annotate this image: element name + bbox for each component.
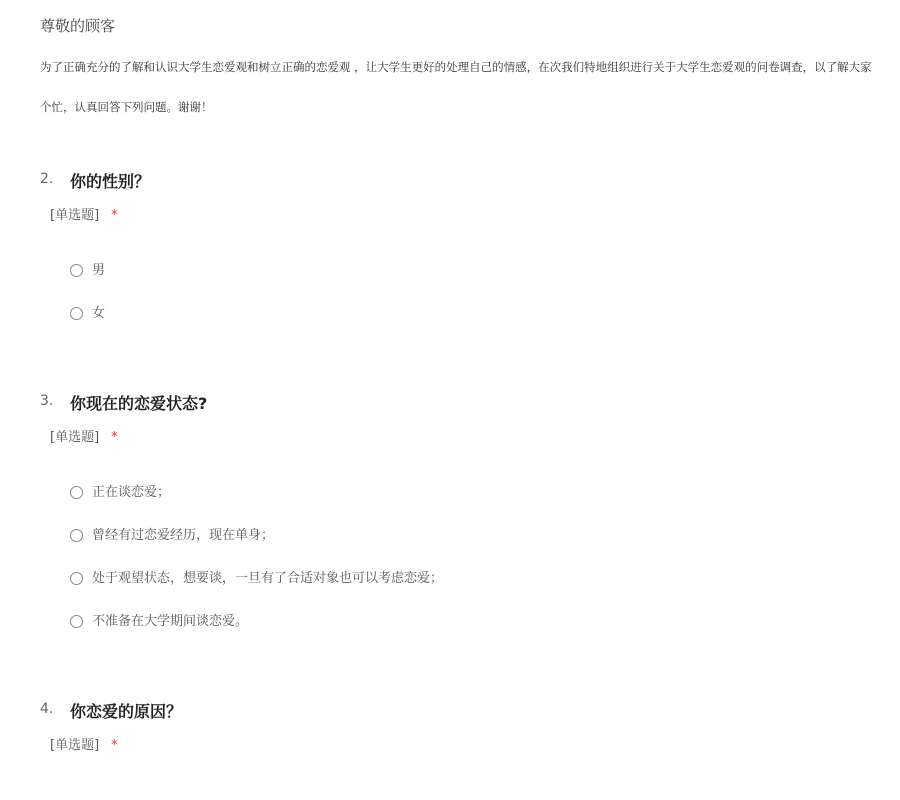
question-title: 你现在的恋爱状态? <box>70 394 208 413</box>
required-marker: * <box>111 208 118 223</box>
option-label: 不准备在大学期间谈恋爱。 <box>92 614 249 629</box>
intro-line-2: 个忙，认真回答下列问题。谢谢！ <box>40 100 213 114</box>
question-type <box>50 734 118 753</box>
option-label: 男 <box>92 263 106 278</box>
option-female[interactable] <box>70 306 105 349</box>
question-type-label: [单选题] <box>50 208 100 223</box>
options-list <box>70 485 443 657</box>
question-number: 3. <box>40 393 54 409</box>
question-title: 你的性别？ <box>70 172 151 191</box>
question-number: 4. <box>40 701 54 717</box>
option-wait-and-see[interactable] <box>70 571 443 614</box>
options-list <box>70 263 105 349</box>
question-type-label: [单选题] <box>50 430 100 445</box>
option-label: 女 <box>92 306 106 321</box>
question-header <box>40 391 880 415</box>
radio-button[interactable] <box>70 529 83 542</box>
question-number: 2. <box>40 171 54 187</box>
radio-button[interactable] <box>70 615 83 628</box>
option-single-with-experience[interactable] <box>70 528 443 571</box>
question-type <box>50 204 118 223</box>
question-title: 你恋爱的原因？ <box>70 702 183 721</box>
question-gender <box>40 169 880 321</box>
option-label: 处于观望状态，想要谈，一旦有了合适对象也可以考虑恋爱； <box>92 571 444 586</box>
required-marker: * <box>111 738 118 753</box>
question-header <box>40 699 880 723</box>
question-reason <box>40 699 880 753</box>
radio-button[interactable] <box>70 572 83 585</box>
radio-button[interactable] <box>70 264 83 277</box>
option-male[interactable] <box>70 263 105 306</box>
required-marker: * <box>111 430 118 445</box>
radio-button[interactable] <box>70 307 83 320</box>
question-type-label: [单选题] <box>50 738 100 753</box>
intro-line-1: 为了正确充分的了解和认识大学生恋爱观和树立正确的恋爱观 ，让大学生更好的处理自己的情感，在次我们特地组织进行关于大学生恋爱观的问卷调查，以了解大家 <box>40 60 872 74</box>
question-relationship-status <box>40 391 880 629</box>
survey-intro <box>40 47 900 127</box>
option-label: 曾经有过恋爱经历，现在单身； <box>92 528 275 543</box>
option-label: 正在谈恋爱； <box>92 485 171 500</box>
radio-button[interactable] <box>70 486 83 499</box>
question-type <box>50 426 118 445</box>
option-no-dating-plan[interactable] <box>70 614 443 657</box>
greeting-heading: 尊敬的顾客 <box>40 17 116 35</box>
option-in-relationship[interactable] <box>70 485 443 528</box>
question-header <box>40 169 880 193</box>
